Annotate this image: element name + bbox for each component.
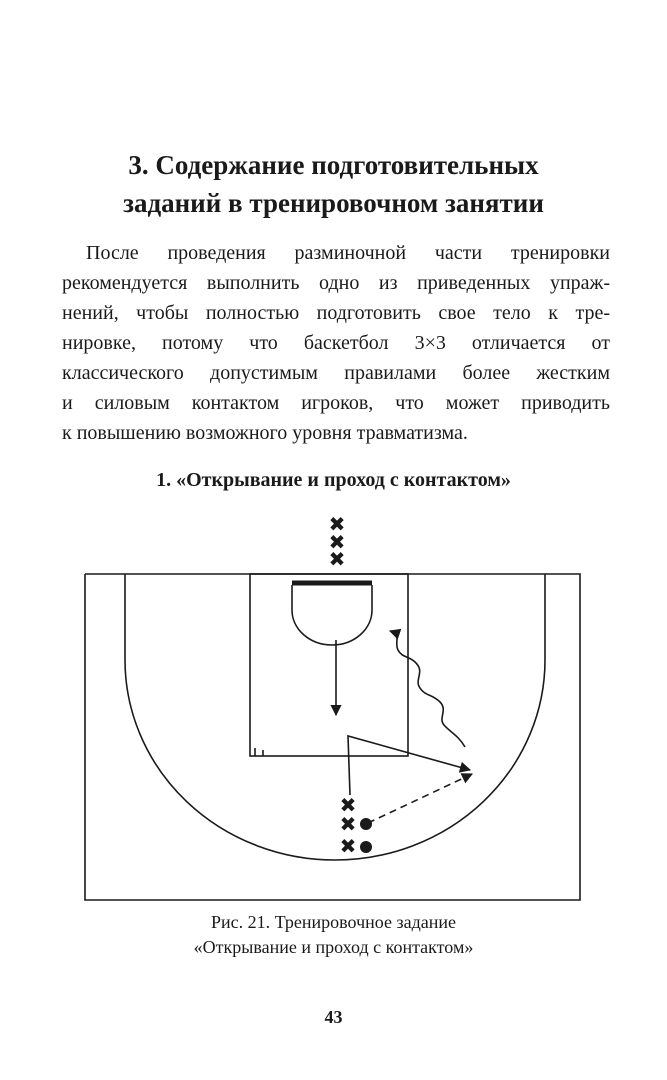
section-title	[60, 146, 607, 222]
caption-line-2: «Открывание и проход с контактом»	[193, 937, 474, 957]
x-marker: ✖	[328, 512, 346, 536]
figure-caption	[60, 910, 607, 960]
paragraph-line: нировке, потому что баскетбол 3×3 отличается от	[62, 332, 610, 354]
caption-line-1: Рис. 21. Тренировочное задание	[210, 912, 456, 932]
exercise-title: 1. «Открывание и проход с контактом»	[156, 469, 511, 491]
restricted-arc	[292, 585, 372, 645]
x-marker: ✖	[328, 530, 346, 554]
x-marker: ✖	[339, 834, 357, 858]
dribble-path	[390, 631, 465, 747]
section-title-line-1: 3. Содержание подготовительных	[128, 150, 539, 180]
paragraph-line: рекомендуется выполнить одно из приведенных упраж-	[62, 272, 610, 294]
three-point-arc	[125, 574, 545, 860]
cut-path	[348, 736, 470, 795]
section-title-line-2: заданий в тренировочном занятии	[123, 188, 544, 218]
court-boundary	[85, 574, 580, 900]
ball-player-marker	[360, 818, 372, 830]
x-marker	[329, 512, 346, 571]
pass-line	[368, 774, 472, 823]
body-paragraph	[62, 238, 610, 448]
paragraph-line: к повышению возможного уровня травматизма.	[62, 422, 468, 444]
x-marker: ✖	[328, 547, 346, 571]
x-marker: ✖	[339, 812, 357, 836]
page-number: 43	[324, 1007, 343, 1027]
paragraph-line: После проведения разминочной части тренировки	[86, 242, 610, 264]
paint-area	[250, 574, 408, 756]
paragraph-line: нений, чтобы полностью подготовить свое тело к тре-	[62, 302, 610, 324]
paragraph-line: классического допустимым правилами более жестким	[62, 362, 610, 384]
ball-player-marker	[360, 841, 372, 853]
x-marker: ✖	[339, 793, 357, 817]
paragraph-line: и силовым контактом игроков, что может приводить	[62, 392, 610, 414]
court-diagram	[80, 510, 590, 905]
